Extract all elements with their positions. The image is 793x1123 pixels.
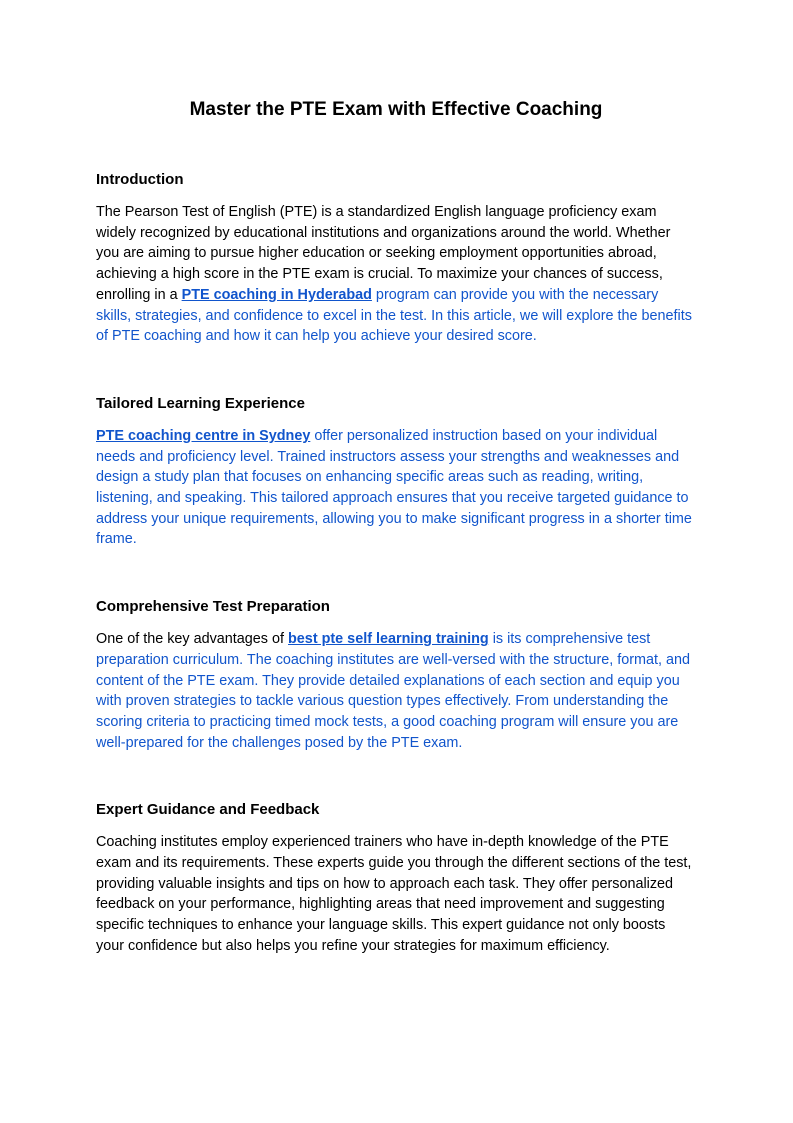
text-run: The Pearson Test of English (PTE) is a standardized English language proficiency exam widely recognized by educational institutions and organizations around the world. Whether you are aiming to pursue higher education or seeking employment opportunities abroad, achieving a high score in the PTE exam is crucial. To maximize your chances of success, enrolling in a: [96, 204, 671, 303]
document-title: Master the PTE Exam with Effective Coaching: [189, 99, 603, 120]
text-run: program can provide you with the necessary skills, strategies, and confidence to excel in the test. In this article, we will explore the benefits of PTE coaching and how it can help you achieve your desired score.: [96, 286, 692, 345]
text-run: is its comprehensive test preparation curriculum. The coaching institutes are well-versed with the structure, format, and content of the PTE exam. They provide detailed explanations of each section and equip you with proven strategies to tackle various question types effectively. From understanding the scoring criteria to practicing timed mock tests, a good coaching program will ensure you are well-prepared for the challenges posed by the PTE exam.: [96, 631, 691, 751]
section-heading-tailored-learning-experience: Tailored Learning Experience: [96, 394, 305, 412]
section-heading-comprehensive-test-preparation: Comprehensive Test Preparation: [96, 598, 330, 616]
paragraph-tailored-learning: [96, 426, 696, 550]
text-run: Coaching institutes employ experienced trainers who have in-depth knowledge of the PTE exam and its requirements. These experts guide you through the different sections of the test, providing valuable insights and tips on how to approach each task. They offer personalized feedback on your performance, highlighting areas that need improvement and suggesting specific techniques to enhance your language skills. This expert guidance not only boosts your confidence but also helps you refine your strategies for maximum efficiency.: [96, 834, 692, 954]
link-pte-coaching-in-hyderabad[interactable]: PTE coaching in Hyderabad: [181, 286, 372, 303]
paragraph-expert-guidance: [96, 832, 696, 956]
section-heading-introduction: Introduction: [96, 171, 184, 188]
paragraph-comprehensive-test-preparation: [96, 629, 696, 753]
link-pte-coaching-centre-in-sydney[interactable]: PTE coaching centre in Sydney: [96, 427, 311, 444]
text-run: offer personalized instruction based on your individual needs and proficiency level. Trained instructors assess your strengths and weaknesses and design a study plan that focuses on enhancing specific areas such as reading, writing, listening, and speaking. This tailored approach ensures that you receive targeted guidance to address your unique requirements, allowing you to make significant progress in a shorter time frame.: [96, 427, 692, 548]
paragraph-introduction: [96, 202, 696, 347]
section-heading-expert-guidance-and-feedback: Expert Guidance and Feedback: [96, 801, 320, 819]
text-run: One of the key advantages of: [96, 631, 289, 648]
link-best-pte-self-learning-training[interactable]: best pte self learning training: [288, 631, 489, 648]
